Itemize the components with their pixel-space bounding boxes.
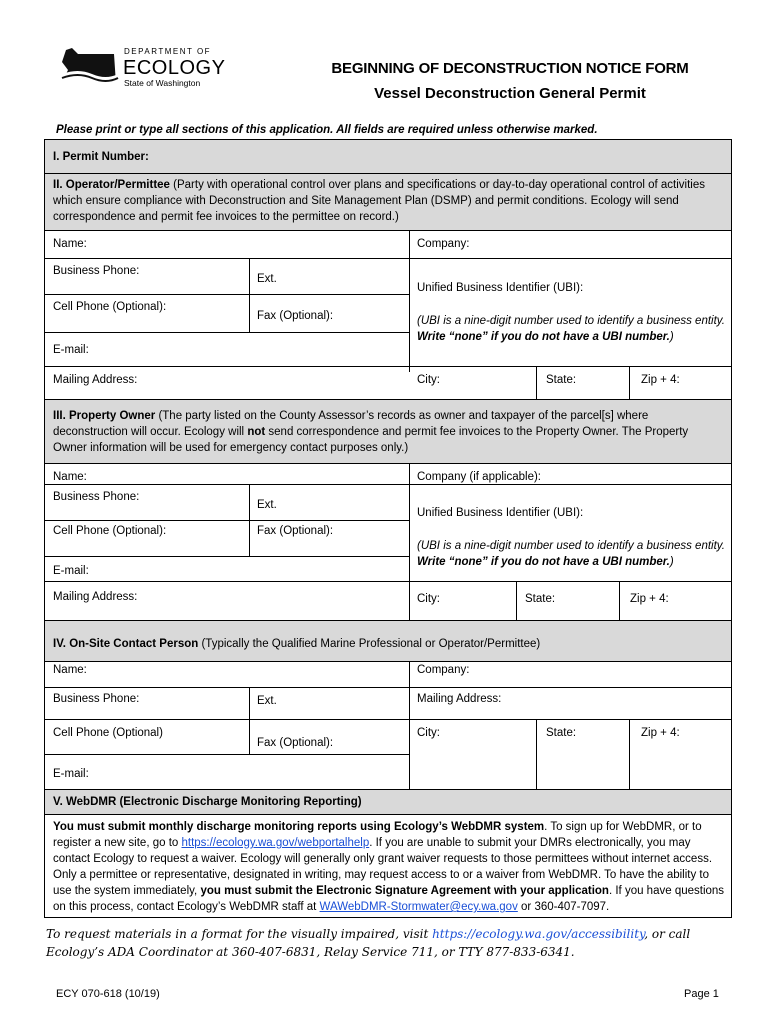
owner-cell-phone-field[interactable]: Cell Phone (Optional):: [53, 525, 167, 537]
owner-company-field[interactable]: Company (if applicable):: [417, 471, 542, 483]
owner-ubi-note-close: ): [669, 556, 674, 568]
logo-line2: ECOLOGY: [123, 57, 226, 79]
operator-mailing-address-field[interactable]: Mailing Address:: [53, 374, 138, 386]
ecology-logo: [58, 44, 228, 92]
webdmr-requirement: You must submit monthly discharge monitoring reports using Ecology’s WebDMR system: [53, 821, 545, 833]
operator-ubi-field[interactable]: Unified Business Identifier (UBI):: [417, 282, 584, 294]
owner-ubi-note: (UBI is a nine-digit number used to identify a business entity.: [417, 540, 725, 552]
operator-cell-phone-field[interactable]: Cell Phone (Optional):: [53, 301, 167, 313]
contact-name-field[interactable]: Name:: [53, 664, 87, 676]
section-2-desc-text: (Party with operational control over plans and specifications or day-to-day operational control of activities which ensure compliance with Deconstruction and Site Management Plan (DSMP) and permit conditions. Ecology will send correspondence and permit fee invoices to the permittee on record.): [53, 179, 705, 223]
operator-email-field[interactable]: E-mail:: [53, 344, 89, 356]
operator-business-phone-field[interactable]: Business Phone:: [53, 265, 140, 277]
accessibility-note: [46, 925, 736, 961]
webdmr-text-c: . If you have questions on this process, contact Ecology’s WebDMR staff at: [53, 885, 725, 913]
form-title: BEGINNING OF DECONSTRUCTION NOTICE FORM: [331, 60, 689, 77]
instructions: Please print or type all sections of this application. All fields are required unless otherwise marked.: [56, 124, 598, 136]
owner-email-field[interactable]: E-mail:: [53, 565, 89, 577]
section-4-title: IV. On-Site Contact Person: [53, 638, 199, 650]
contact-business-phone-field[interactable]: Business Phone:: [53, 693, 140, 705]
owner-mailing-address-field[interactable]: Mailing Address:: [53, 591, 138, 603]
owner-business-phone-field[interactable]: Business Phone:: [53, 491, 140, 503]
contact-fax-field[interactable]: Fax (Optional):: [257, 737, 334, 749]
logo-line1: DEPARTMENT OF: [124, 47, 212, 56]
contact-city-field[interactable]: City:: [417, 727, 440, 739]
operator-company-field[interactable]: Company:: [417, 238, 470, 250]
contact-zip-field[interactable]: Zip + 4:: [641, 727, 680, 739]
section-3-desc-a: (The party listed on the County Assessor’s records as owner and taxpayer of the parcel[s] where deconstruction will occur. Ecology will: [53, 410, 649, 438]
section-1-title: I. Permit Number:: [53, 151, 149, 163]
operator-city-field[interactable]: City:: [417, 374, 440, 386]
operator-ext-field[interactable]: Ext.: [257, 273, 277, 285]
owner-state-field[interactable]: State:: [525, 593, 556, 605]
owner-ubi-note-bold: Write “none” if you do not have a UBI number.: [417, 556, 670, 568]
page-number: Page 1: [684, 988, 719, 1000]
contact-mailing-address-field[interactable]: Mailing Address:: [417, 693, 502, 705]
contact-state-field[interactable]: State:: [546, 727, 577, 739]
section-2-description: [53, 177, 723, 225]
contact-cell-phone-field[interactable]: Cell Phone (Optional): [53, 727, 163, 739]
operator-state-field[interactable]: State:: [546, 374, 577, 386]
section-3-title: III. Property Owner: [53, 410, 156, 422]
operator-ubi-note-close: ): [669, 331, 674, 343]
section-3-desc-not: not: [247, 426, 266, 438]
operator-ubi-note: (UBI is a nine-digit number used to identify a business entity.: [417, 315, 725, 327]
section-5-title: V. WebDMR (Electronic Discharge Monitoring Reporting): [53, 796, 362, 808]
section-4-desc-text: (Typically the Qualified Marine Professional or Operator/Permittee): [198, 638, 541, 650]
webdmr-text-a: . To sign up for WebDMR, or to register a new site, go to: [53, 821, 702, 849]
accessibility-link[interactable]: https://ecology.wa.gov/accessibility: [432, 927, 645, 941]
owner-city-field[interactable]: City:: [417, 593, 440, 605]
form-number: ECY 070-618 (10/19): [56, 988, 160, 1000]
section-3-desc-b: send correspondence and permit fee invoices to the Property Owner. The Property Owner information will be used for emergency contact purposes only.): [53, 426, 689, 454]
application-form: [44, 139, 732, 918]
webportal-help-link[interactable]: https://ecology.wa.gov/webportalhelp: [181, 837, 370, 849]
contact-email-field[interactable]: E-mail:: [53, 768, 89, 780]
owner-ext-field[interactable]: Ext.: [257, 499, 277, 511]
operator-ubi-note-2: [417, 330, 674, 344]
accessibility-text-b: , or call Ecology’s ADA Coordinator at 360-407-6831, Relay Service 711, or TTY 877-833-6341.: [46, 927, 691, 959]
webdmr-text-d: or 360-407-7097.: [517, 901, 610, 913]
owner-name-field[interactable]: Name:: [53, 471, 87, 483]
section-2-title: II. Operator/Permittee: [53, 179, 170, 191]
webdmr-text-b: . If you are unable to submit your DMRs electronically, you may contact Ecology to request a waiver. Ecology will generally only grant waiver requests to those permittees without internet access. Only a permittee or representative, designated in writing, may request access to or a waiver from WebDMR. To have the ability to use the system immediately,: [53, 837, 713, 897]
operator-zip-field[interactable]: Zip + 4:: [641, 374, 680, 386]
section-4-description: [53, 636, 540, 652]
operator-fax-field[interactable]: Fax (Optional):: [257, 310, 334, 322]
washington-state-logo-icon: [58, 44, 228, 92]
operator-name-field[interactable]: Name:: [53, 238, 87, 250]
webdmr-email-link[interactable]: WAWebDMR-Stormwater@ecy.wa.gov: [319, 901, 518, 913]
owner-ubi-note-2: [417, 555, 674, 569]
accessibility-text-a: To request materials in a format for the visually impaired, visit: [46, 927, 433, 941]
section-3-description: [53, 408, 725, 456]
operator-ubi-note-bold: Write “none” if you do not have a UBI number.: [417, 331, 670, 343]
owner-zip-field[interactable]: Zip + 4:: [630, 593, 669, 605]
webdmr-paragraph: [53, 819, 725, 915]
logo-line3: State of Washington: [124, 78, 201, 88]
contact-ext-field[interactable]: Ext.: [257, 695, 277, 707]
owner-fax-field[interactable]: Fax (Optional):: [257, 525, 334, 537]
webdmr-signature-requirement: you must submit the Electronic Signature Agreement with your application: [200, 885, 609, 897]
owner-ubi-field[interactable]: Unified Business Identifier (UBI):: [417, 507, 584, 519]
form-subtitle: Vessel Deconstruction General Permit: [374, 85, 646, 102]
contact-company-field[interactable]: Company:: [417, 664, 470, 676]
